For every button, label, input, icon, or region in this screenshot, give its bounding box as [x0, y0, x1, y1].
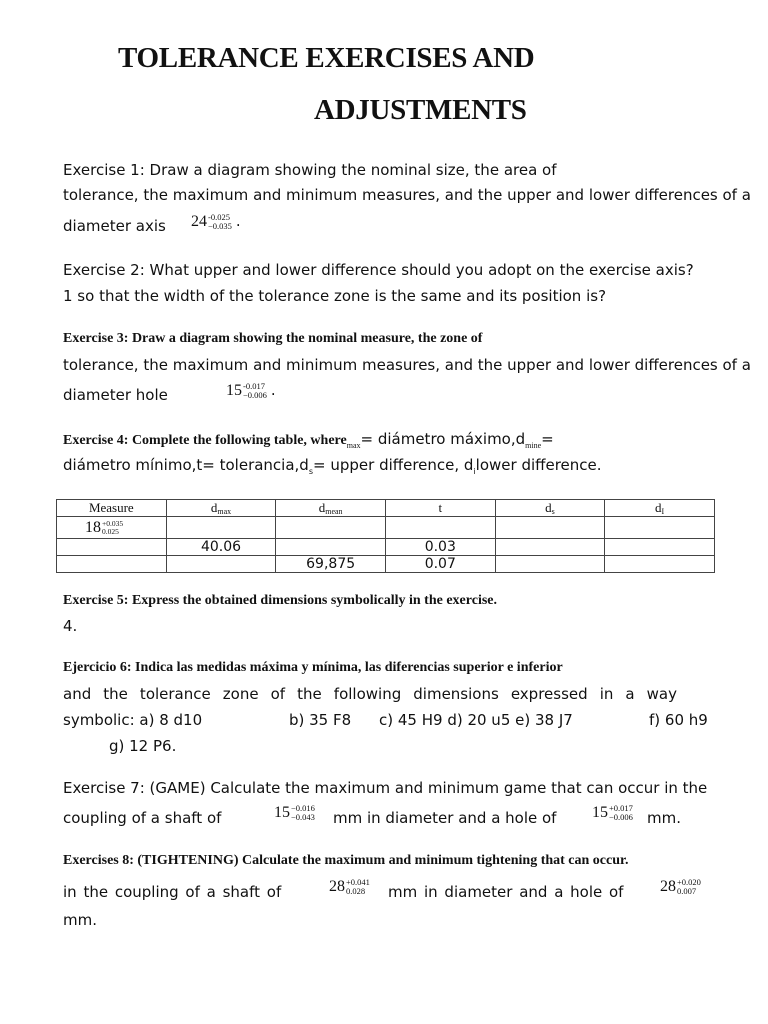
measure-base: 18	[85, 518, 101, 536]
lower-deviation: −0.035	[208, 221, 232, 232]
exercise-7-hole-dimension	[592, 804, 633, 822]
table-cell	[57, 517, 167, 539]
table-cell: 40.06	[166, 539, 276, 556]
exercise-6-item-c-e: c) 45 H9 d) 20 u5 e) 38 J7	[379, 711, 573, 729]
upper-deviation: -0.025	[208, 212, 230, 223]
tolerance-table	[56, 499, 715, 573]
hole-base: 28	[660, 878, 676, 895]
exercise-1-dimension	[191, 212, 241, 231]
table-cell	[605, 517, 715, 539]
exercise-8-line-1: Exercises 8: (TIGHTENING) Calculate the maximum and minimum tightening that can occur.	[63, 853, 629, 868]
exercise-8-shaft-dimension	[329, 878, 370, 896]
exercise-5-line-2: 4.	[63, 617, 78, 635]
exercise-4-lead: Exercise 4: Complete the following table, where	[63, 433, 347, 448]
upper-deviation: -0.017	[243, 381, 265, 392]
sub-max: max	[346, 441, 361, 451]
col-di: dI	[605, 500, 715, 517]
table-row	[57, 517, 715, 539]
table-cell	[495, 556, 605, 573]
table-cell	[605, 556, 715, 573]
title-line-1: TOLERANCE EXERCISES AND	[118, 42, 535, 74]
dimension-base: 24	[191, 213, 207, 230]
exercise-3-line-1: Exercise 3: Draw a diagram showing the nominal measure, the zone of	[63, 331, 483, 346]
exercise-6-item-f: f) 60 h9	[649, 711, 708, 729]
table-row	[57, 556, 715, 573]
measure-upper: +0.035	[102, 518, 124, 528]
table-cell	[605, 539, 715, 556]
hole-upper: +0.017	[609, 803, 633, 814]
def-min: diámetro mínimo,t= tolerancia,d	[63, 456, 309, 474]
table-cell	[57, 556, 167, 573]
hole-lower: 0.007	[677, 886, 697, 897]
exercise-6-line-2: and the tolerance zone of the following dimensions expressed in a way	[63, 685, 677, 703]
col-dmax: dmax	[166, 500, 276, 517]
hole-upper: +0.020	[677, 877, 701, 888]
dimension-base: 15	[226, 382, 242, 399]
shaft-lower: 0.028	[346, 886, 366, 897]
table-cell	[276, 539, 386, 556]
period: .	[270, 381, 276, 399]
table-cell: 0.07	[385, 556, 495, 573]
exercise-6-item-b: b) 35 F8	[289, 711, 352, 729]
exercise-4-line-1	[63, 430, 554, 450]
exercise-6-item-a: symbolic: a) 8 d10	[63, 711, 203, 729]
exercise-6-line-1: Ejercicio 6: Indica las medidas máxima y mínima, las diferencias superior e inferior	[63, 660, 563, 675]
exercise-8-hole-text: mm in diameter and a hole of	[388, 883, 624, 901]
exercise-2-line-2: 1 so that the width of the tolerance zone is the same and its position is?	[63, 287, 607, 305]
def-upper: = upper difference, d	[313, 456, 474, 474]
eq-mine: =	[541, 430, 554, 448]
shaft-base: 15	[274, 804, 290, 821]
table-cell	[57, 539, 167, 556]
exercise-5-line-1: Exercise 5: Express the obtained dimensions symbolically in the exercise.	[63, 593, 497, 608]
col-dmean: dmean	[276, 500, 386, 517]
title-line-2: ADJUSTMENTS	[314, 94, 527, 126]
table-row	[57, 539, 715, 556]
exercise-7-unit: mm.	[647, 809, 681, 827]
sub-s: s	[308, 467, 314, 476]
exercise-1-line-3: diameter axis	[63, 217, 166, 235]
eq-max: = diámetro máximo,d	[360, 430, 526, 448]
exercise-3-line-3: diameter hole	[63, 386, 168, 404]
sub-mine: mine	[525, 441, 542, 451]
col-t: t	[385, 500, 495, 517]
exercise-2-line-1: Exercise 2: What upper and lower difference should you adopt on the exercise axis?	[63, 261, 694, 279]
table-cell: 0.03	[385, 539, 495, 556]
shaft-lower: −0.043	[291, 812, 315, 823]
exercise-4-line-2	[63, 456, 602, 476]
lower-deviation: −0.006	[243, 390, 267, 401]
table-cell	[166, 556, 276, 573]
shaft-base: 28	[329, 878, 345, 895]
table-cell	[495, 517, 605, 539]
exercise-8-line-3: mm.	[63, 911, 97, 929]
measure-lower: 0.025	[102, 526, 119, 536]
shaft-upper: −0.016	[291, 803, 315, 814]
table-cell	[495, 539, 605, 556]
table-cell: 69,875	[276, 556, 386, 573]
shaft-upper: +0.041	[346, 877, 370, 888]
exercise-6-item-g: g) 12 P6.	[109, 737, 177, 755]
table-header-row	[57, 500, 715, 517]
exercise-7-hole-text: mm in diameter and a hole of	[333, 809, 557, 827]
hole-base: 15	[592, 804, 608, 821]
exercise-8-shaft-text: in the coupling of a shaft of	[63, 883, 282, 901]
col-measure: Measure	[57, 500, 167, 517]
sub-i: i	[473, 467, 476, 476]
table-cell	[166, 517, 276, 539]
exercise-8-hole-dimension	[660, 878, 701, 896]
col-ds: ds	[495, 500, 605, 517]
exercise-7-shaft-text: coupling of a shaft of	[63, 809, 222, 827]
exercise-3-dimension	[226, 381, 276, 400]
def-lower: lower difference.	[475, 456, 602, 474]
exercise-7-shaft-dimension	[274, 804, 315, 822]
exercise-1-line-1: Exercise 1: Draw a diagram showing the nominal size, the area of	[63, 161, 557, 179]
period: .	[235, 212, 241, 230]
exercise-7-line-1: Exercise 7: (GAME) Calculate the maximum and minimum game that can occur in the	[63, 779, 708, 797]
exercise-1-line-2: tolerance, the maximum and minimum measures, and the upper and lower differences of a	[63, 186, 751, 204]
table-cell	[276, 517, 386, 539]
hole-lower: −0.006	[609, 812, 633, 823]
table-cell	[385, 517, 495, 539]
exercise-3-line-2: tolerance, the maximum and minimum measures, and the upper and lower differences of a	[63, 356, 751, 374]
